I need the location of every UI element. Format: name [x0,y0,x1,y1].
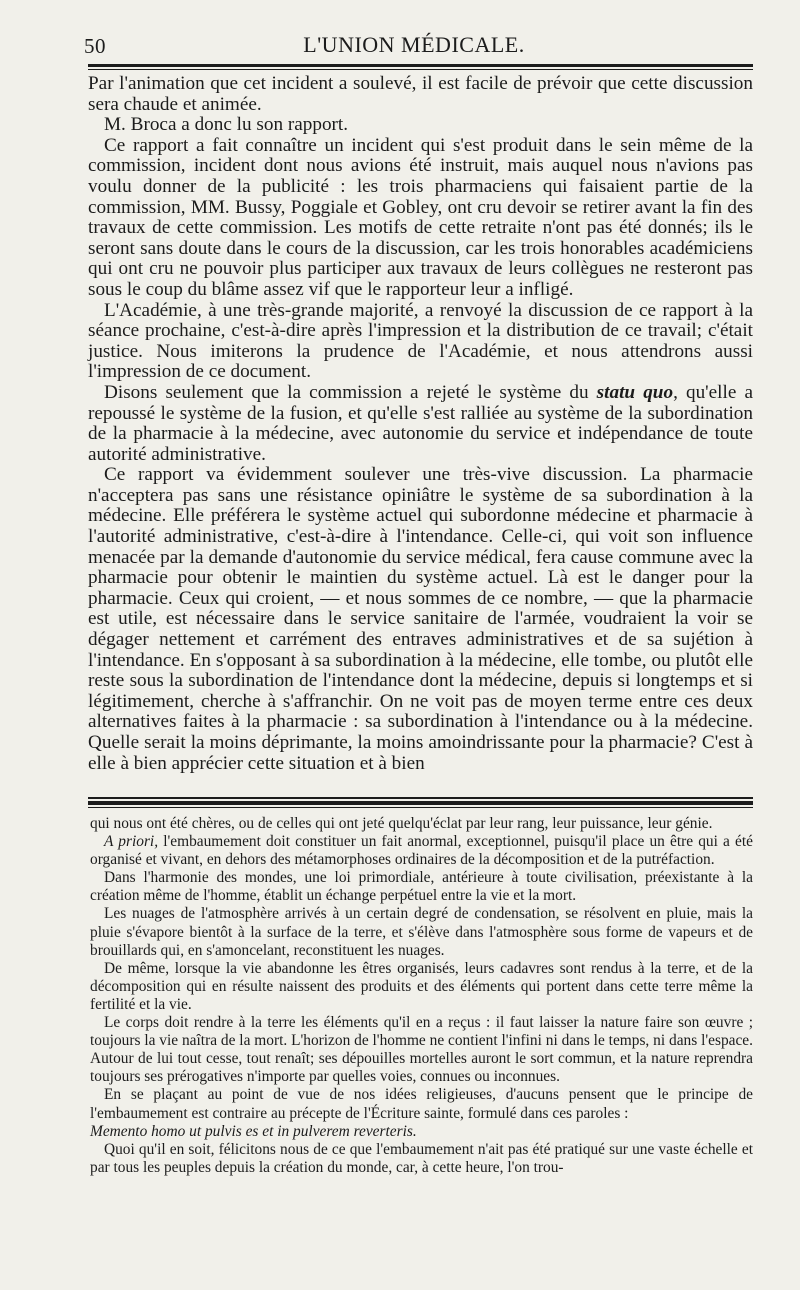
journal-title: L'UNION MÉDICALE. [303,32,525,57]
feuilleton-paragraph: De même, lorsque la vie abandonne les êtres organisés, leurs cadavres sont rendus à la terre, et de la décomposition qui en résulte naissent des produits et des éléments qui portent dans cette terre même la fertilité et la vie. [90,959,753,1013]
text-run: En se plaçant au point de vue de nos idées religieuses, d'aucuns pensent que le principe de l'embaumement est contraire au précepte de l'Écriture sainte, formulé dans ces paroles : [90,1086,753,1122]
feuilleton-paragraph [90,1086,753,1140]
article-paragraph: M. Broca a donc lu son rapport. [104,114,349,136]
header-rule-thick [88,64,753,67]
feuilleton-separator-bottom [88,807,753,808]
feuilleton-paragraph [90,833,753,869]
text-run: Disons seulement que la commission a rejeté le système du [104,381,597,403]
italic-lead: A priori, [104,833,159,851]
feuilleton-paragraph: Les nuages de l'atmosphère arrivés à un certain degré de condensation, se résolvent en pluie, mais la pluie s'évapore bientôt à la surface de la terre, et s'élève dans l'atmosphère sous forme de vapeurs et de brouillards qui, en s'amoncelant, reconstituent les nuages. [90,905,753,959]
article-paragraph: Ce rapport a fait connaître un incident qui s'est produit dans le sein même de la commission, incident dont nous avions été instruit, mais auquel nous n'avions pas voulu donner de la publicité : les trois pharmaciens qui faisaient partie de la commission, MM. Bussy, Poggiale et Gobley, ont cru devoir se retirer avant la fin des travaux de cette commission. Les motifs de cette retraite n'ont pas été donnés; ils le seront sans doute dans le cours de la discussion, car les trois honorables académiciens qui ont cru ne pouvoir plus participer aux travaux de leurs collègues ne resteront pas sous le coup du blâme assez vif que le rapporteur leur a infligé. [88,134,753,300]
article-paragraph: L'Académie, à une très-grande majorité, a renvoyé la discussion de ce rapport à la séance prochaine, c'est-à-dire après l'impression et la distribution de ce travail; c'était justice. Nous imiterons la prudence de l'Académie, et nous attendrons aussi l'impression de ce document. [88,299,753,383]
main-article [88,74,753,774]
latin-quote: Memento homo ut pulvis es et in pulverem reverteris. [90,1122,417,1140]
page-number: 50 [84,34,106,58]
text-run: , qu'elle a repoussé le système de la fusion, et qu'elle s'est ralliée au système de la subordination de la pharmacie à la médecine, avec autonomie du service et indépendance de toute autorité administrative. [88,381,753,465]
article-paragraph: Par l'animation que cet incident a soulevé, il est facile de prévoir que cette discussion sera chaude et animée. [88,73,753,115]
article-paragraph [88,383,753,465]
feuilleton-paragraph: Dans l'harmonie des mondes, une loi primordiale, antérieure à toute civilisation, préexistante à la création même de l'homme, établit un échange perpétuel entre la vie et la mort. [90,869,753,905]
feuilleton-paragraph: qui nous ont été chères, ou de celles qui ont jeté quelqu'éclat par leur rang, leur puissance, leur génie. [90,815,713,832]
header-rule-thin [88,69,753,70]
italic-term: statu quo [596,381,674,403]
feuilleton-section [90,815,753,1177]
feuilleton-separator-top [88,797,753,799]
feuilleton-separator-middle [88,801,753,805]
article-paragraph: Ce rapport va évidemment soulever une très-vive discussion. La pharmacie n'acceptera pas sans une résistance opiniâtre le système de sa subordination à la médecine. Elle préférera le système actuel qui subordonne médecine et pharmacie à l'autorité administrative, c'est-à-dire à l'intendance. Celle-ci, qui voit son influence menacée par la demande d'autonomie du service médical, fera cause commune avec la pharmacie pour obtenir le maintien du système actuel. Là est le danger pour la pharmacie. Ceux qui croient, — et nous sommes de ce nombre, — que la pharmacie est utile, est nécessaire dans le service sanitaire de l'armée, voudraient la voir se dégager nettement et carrément des entraves administratives et de sa sujétion à l'intendance. En s'opposant à sa subordination à la médecine, elle tombe, ou plutôt elle reste sous la subordination de l'intendance dont la médecine, depuis si longtemps et si légitimement, cherche à s'affranchir. On ne voit pas de moyen terme entre ces deux alternatives faites à la pharmacie : sa subordination à l'intendance ou à la médecine. Quelle serait la moins déprimante, la moins amoindrissante pour la pharmacie? C'est à elle à bien apprécier cette situation et à bien [88,464,753,774]
feuilleton-paragraph: Le corps doit rendre à la terre les éléments qu'il en a reçus : il faut laisser la nature faire son œuvre ; toujours la vie naîtra de la mort. L'horizon de l'homme ne contient l'infini ni dans le temps, ni dans l'espace. Autour de lui tout cesse, tout renaît; ses dépouilles mortelles auront le sort commun, et la nature reprendra toujours ses prérogatives n'importe par quelles voies, connues ou inconnues. [90,1014,753,1086]
page-header [84,30,754,60]
text-run: l'embaumement doit constituer un fait anormal, exceptionnel, puisqu'il place un être qui a été organisé et vivant, en dehors des métamorphoses ordinaires de la décomposition et de la putréfaction. [90,833,753,869]
feuilleton-paragraph: Quoi qu'il en soit, félicitons nous de ce que l'embaumement n'ait pas été pratiqué sur une vaste échelle et par tous les peuples depuis la création du monde, car, à cette heure, l'on trou- [90,1140,753,1176]
